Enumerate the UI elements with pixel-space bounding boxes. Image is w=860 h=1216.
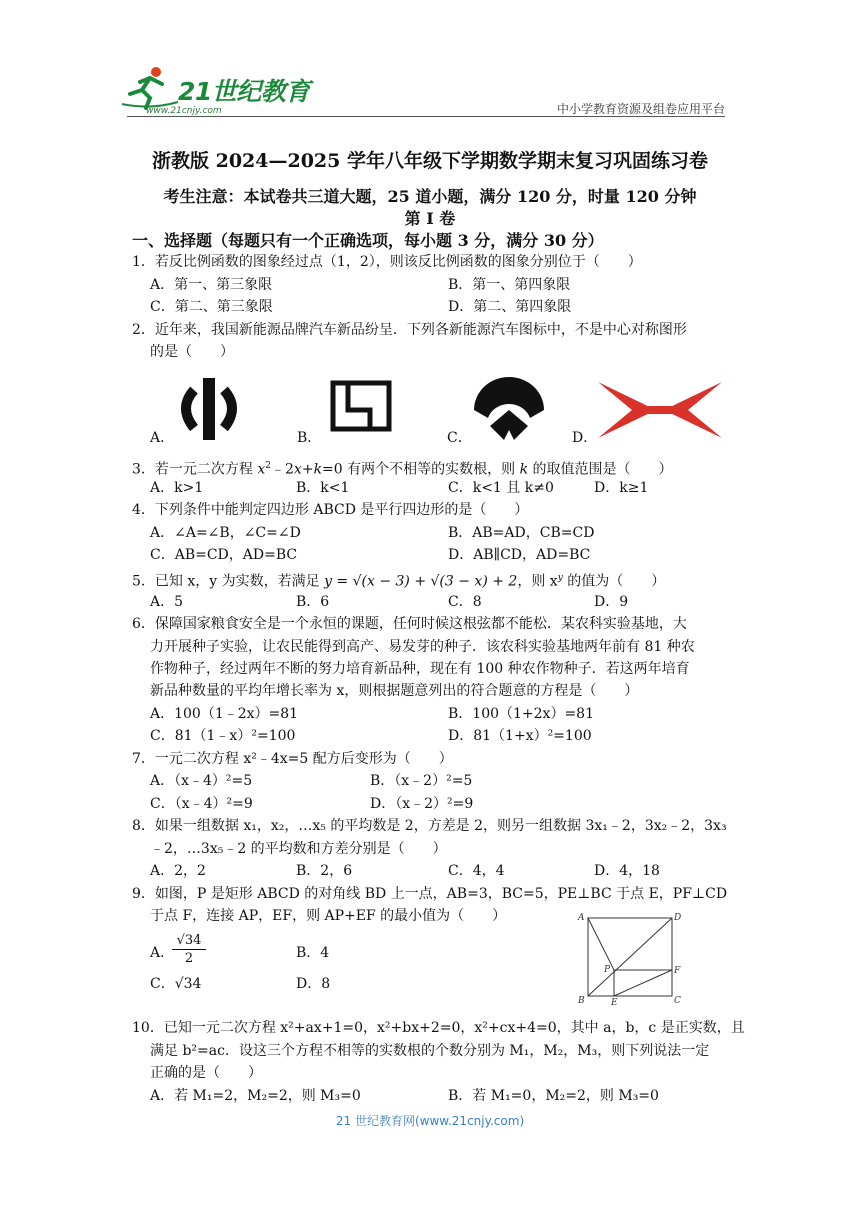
- q3-exp: 2: [265, 461, 271, 471]
- q9-option-a-fraction: [172, 932, 206, 967]
- q2-option-d: D．: [572, 430, 598, 446]
- q3-option-d: D．k≥1: [594, 480, 649, 496]
- logo-url: www.21cnjy.com: [146, 106, 222, 116]
- volume-label: 第 I 卷: [404, 209, 456, 228]
- q3-end: 的取值范围是（ ）: [528, 461, 673, 478]
- q9-line1: 9．如图，P 是矩形 ABCD 的对角线 BD 上一点，AB=3，BC=5，PE⊥BC 于点 E，PF⊥CD: [132, 886, 728, 902]
- q3-var-x: x: [257, 461, 266, 478]
- q3-post: =0 有两个不相等的实数根，则: [322, 461, 520, 478]
- q2-option-c: C．: [447, 430, 472, 446]
- q9-option-c: C．√34: [150, 976, 202, 992]
- q3-stem-pre: 3．若一元二次方程: [132, 461, 258, 478]
- q2-stem-line1: 2．近年来，我国新能源品牌汽车新品纷呈．下列各新能源汽车图标中，不是中心对称图形: [132, 322, 687, 338]
- q5-end: 的值为（ ）: [562, 573, 666, 590]
- platform-label: 中小学教育资源及组卷应用平台: [556, 102, 725, 116]
- q9-line2: 于点 F，连接 AP，EF，则 AP+EF 的最小值为（ ）: [150, 908, 507, 924]
- logo-b-icon: [330, 380, 392, 432]
- q1-option-c: C．第二、第三象限: [150, 299, 273, 315]
- q9-geometry-figure: [574, 910, 684, 1006]
- q4-option-c: C．AB=CD，AD=BC: [150, 547, 298, 563]
- q7-option-c: C．（x﹣4）²=9: [150, 796, 253, 812]
- q2-stem-line2: 的是（ ）: [150, 344, 234, 360]
- q5-stem: [132, 568, 665, 592]
- q9-option-d: D．8: [296, 976, 331, 992]
- header-divider: [127, 116, 725, 117]
- logo-c-icon: [470, 374, 548, 444]
- q6-option-d: D．81（1+x）²=100: [448, 728, 592, 744]
- q1-option-d: D．第二、第四象限: [448, 299, 572, 315]
- q8-line1: 8．如果一组数据 x₁，x₂，…x₅ 的平均数是 2，方差是 2，则另一组数据 3x₁﹣2，3x₂﹣2，3x₃: [132, 818, 727, 834]
- q3-stem: [132, 456, 673, 480]
- q1-option-a: A．第一、第三象限: [150, 277, 273, 293]
- q9-option-a-label: A．: [150, 945, 175, 961]
- q8-option-b: B．2，6: [296, 863, 353, 879]
- q8-option-a: A．2，2: [150, 863, 206, 879]
- fig-label-p: P: [604, 965, 611, 975]
- q1-stem: 1．若反比例函数的图象经过点（1，2），则该反比例函数的图象分别位于（ ）: [132, 254, 642, 270]
- q9-fraction-numerator: √34: [172, 932, 206, 950]
- q2-option-a: A．: [150, 430, 175, 446]
- q3-minus: ﹣2: [271, 461, 294, 478]
- q5-option-b: B．6: [296, 594, 330, 610]
- fig-label-f: F: [674, 966, 681, 976]
- q5-option-c: C．8: [448, 594, 482, 610]
- q6-line4: 新品种数量的平均年增长率为 x，则根据题意列出的符合题意的方程是（ ）: [150, 683, 639, 699]
- q5-formula: y = √(x − 3) + √(3 − x) + 2: [324, 573, 518, 590]
- q5-option-d: D．9: [594, 594, 629, 610]
- q4-stem: 4．下列条件中能判定四边形 ABCD 是平行四边形的是（ ）: [132, 502, 529, 518]
- q5-option-a: A．5: [150, 594, 184, 610]
- q2-option-b: B．: [297, 430, 322, 446]
- fig-label-c: C: [674, 996, 681, 1006]
- q5-stem-pre: 5．已知 x，y 为实数，若满足: [132, 573, 325, 590]
- q6-line2: 力开展种子实验，让农民能得到高产、易发芽的种子．该农科实验基地两年前有 81 种农: [150, 639, 695, 655]
- q7-option-d: D．（x﹣2）²=9: [370, 796, 474, 812]
- q6-option-a: A．100（1﹣2x）=81: [150, 706, 299, 722]
- logo-d-icon: [598, 382, 722, 438]
- q7-option-a: A．（x﹣4）²=5: [150, 773, 253, 789]
- q8-option-d: D．4，18: [594, 863, 660, 879]
- q10-option-a: A．若 M₁=2，M₂=2，则 M₃=0: [150, 1088, 361, 1104]
- q4-option-a: A．∠A=∠B，∠C=∠D: [150, 525, 301, 541]
- q4-option-b: B．AB=AD，CB=CD: [448, 525, 595, 541]
- q3-var-k2: k: [519, 461, 529, 478]
- q10-option-b: B．若 M₁=0，M₂=2，则 M₃=0: [448, 1088, 659, 1104]
- q3-var-x2: x: [293, 461, 302, 478]
- q10-line3: 正确的是（ ）: [150, 1065, 262, 1081]
- fig-label-a: A: [578, 913, 585, 923]
- page-header: [0, 0, 860, 130]
- logo-text: 21世纪教育: [178, 77, 310, 106]
- exam-notice: 考生注意：本试卷共三道大题，25 道小题，满分 120 分，时量 120 分钟: [163, 187, 697, 206]
- q6-option-b: B．100（1+2x）=81: [448, 706, 594, 722]
- fig-label-d: D: [674, 913, 682, 923]
- q10-line1: 10．已知一元二次方程 x²+ax+1=0，x²+bx+2=0，x²+cx+4=0，其中 a，b，c 是正实数，且: [132, 1020, 745, 1036]
- q9-option-b: B．4: [296, 945, 330, 961]
- fig-label-e: E: [611, 998, 618, 1006]
- page-footer[interactable]: 21 世纪教育网(www.21cnjy.com): [335, 1114, 525, 1128]
- q6-option-c: C．81（1﹣x）²=100: [150, 728, 296, 744]
- exam-title: 浙教版 2024—2025 学年八年级下学期数学期末复习巩固练习卷: [152, 150, 708, 172]
- q1-option-b: B．第一、第四象限: [448, 277, 571, 293]
- q8-line2: ﹣2，…3x₅﹣2 的平均数和方差分别是（ ）: [150, 841, 447, 857]
- q6-line3: 作物种子，经过两年不断的努力培育新品种，现在有 100 种农作物种子．若这两年培育: [150, 661, 690, 677]
- q6-line1: 6．保障国家粮食安全是一个永恒的课题，任何时候这根弦都不能松．某农科实验基地，大: [132, 616, 687, 632]
- q5-sup: y: [557, 573, 563, 583]
- q3-var-k: k: [313, 461, 323, 478]
- fig-label-b: B: [578, 996, 585, 1006]
- q5-post: ，则 x: [517, 573, 558, 590]
- q7-option-b: B．（x﹣2）²=5: [370, 773, 473, 789]
- section-heading: 一、选择题（每题只有一个正确选项，每小题 3 分，满分 30 分）: [132, 231, 604, 250]
- logo-a-icon: [176, 378, 244, 440]
- q3-option-c: C．k<1 且 k≠0: [448, 480, 554, 496]
- q4-option-d: D．AB∥CD，AD=BC: [448, 547, 591, 563]
- q7-stem: 7．一元二次方程 x²﹣4x=5 配方后变形为（ ）: [132, 751, 453, 767]
- logo: [120, 64, 310, 124]
- q10-line2: 满足 b²=ac．设这三个方程不相等的实数根的个数分别为 M₁，M₂，M₃，则下列说法一定: [150, 1043, 710, 1059]
- q3-option-b: B．k<1: [296, 480, 350, 496]
- q3-plus: +: [301, 461, 314, 478]
- q9-fraction-denominator: 2: [184, 951, 194, 966]
- q3-option-a: A．k>1: [150, 480, 204, 496]
- q8-option-c: C．4，4: [448, 863, 505, 879]
- runner-logo-icon: [120, 64, 180, 112]
